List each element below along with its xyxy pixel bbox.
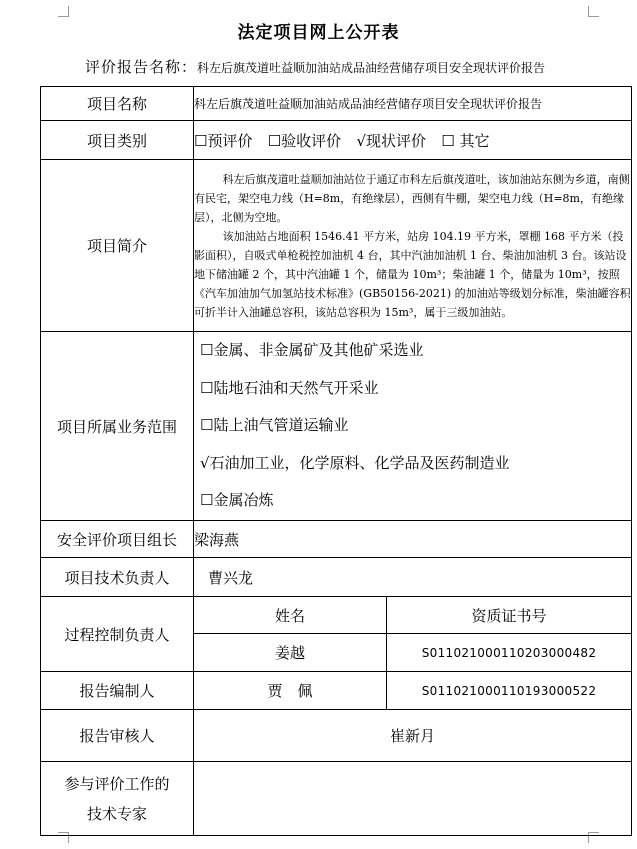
scope-item-metal-smelting[interactable]: ☐金属冶炼 [200,491,274,510]
column-header-name: 姓名 [194,597,387,634]
project-name-value: 科左后旗茂道吐益顺加油站成品油经营储存项目安全现状评价报告 [194,87,632,121]
row-project-type [41,121,632,160]
report-author-name: 贾 佩 [194,672,387,710]
project-name-label: 项目名称 [41,87,194,121]
tech-lead-label: 项目技术负责人 [41,558,194,597]
disclosure-table [40,86,632,836]
row-report-author [41,672,632,710]
corner-mark-top-right [588,6,599,17]
scope-item-pipeline-transport[interactable]: ☐陆上油气管道运输业 [200,416,349,435]
experts-value[interactable] [194,762,632,836]
intro-paragraph: 该加油站占地面积 1546.41 平方米，站房 104.19 平方米，罩棚 168 平方米（投影面积），自吸式单枪税控加油机 4 台，其中汽油加油机 1 台、柴油加油机 3 台。该站设地下储油罐 2 个，其中汽油罐 1 个，储量为 10m³；柴油罐 1 个，储量为 10m³，按照《汽车加油加气加氢站技术标准》(GB50156-2021) 的加油站等级划分标准，柴油罐容积可折半计入油罐总容积，该站总容积为 15m³，属于三级加油站。 [194,229,631,319]
report-name-value: 科左后旗茂道吐益顺加油站成品油经营储存项目安全现状评价报告 [197,61,546,75]
row-project-intro [41,160,632,332]
intro-paragraph: 科左后旗茂道吐益顺加油站位于通辽市科左后旗茂道吐，该加油站东侧为乡道，南侧有民宅，架空电力线（H=8m，有绝缘层），西侧有牛棚，架空电力线（H=8m，有绝缘层），北侧为空地。 [194,172,630,224]
column-header-cert: 资质证书号 [387,597,632,634]
experts-label-line2: 技术专家 [86,804,147,823]
row-project-name [41,87,632,121]
process-control-name: 姜越 [194,634,387,672]
corner-mark-top-left [58,6,69,17]
row-team-leader [41,521,632,558]
report-author-cert: S011021000110193000522 [387,672,632,710]
project-type-label: 项目类别 [41,121,194,160]
project-type-options [194,121,632,160]
report-name-line [85,56,545,77]
process-control-label: 过程控制负责人 [41,597,194,672]
scope-item-mining[interactable]: ☐金属、非金属矿及其他矿采选业 [200,341,424,360]
business-scope-label: 项目所属业务范围 [41,332,194,521]
team-leader-value: 梁海燕 [194,521,632,558]
report-reviewer-label: 报告审核人 [41,710,194,762]
report-reviewer-value: 崔新月 [194,710,632,762]
row-report-reviewer [41,710,632,762]
team-leader-label: 安全评价项目组长 [41,521,194,558]
row-experts [41,762,632,836]
option-other[interactable]: ☐ 其它 [441,131,490,150]
row-business-scope [41,332,632,521]
experts-label-line1: 参与评价工作的 [64,774,170,793]
page-title: 法定项目网上公开表 [237,23,400,43]
row-process-control-header [41,597,632,634]
tech-lead-value: 曹兴龙 [194,558,632,597]
row-tech-lead [41,558,632,597]
option-status-evaluation[interactable]: √现状评价 [356,131,426,150]
process-control-cert: S011021000110203000482 [387,634,632,672]
report-author-label: 报告编制人 [41,672,194,710]
project-intro-label: 项目简介 [41,160,194,332]
report-name-label: 评价报告名称： [85,58,198,76]
scope-item-petroleum-chemical[interactable]: √石油加工业，化学原料、化学品及医药制造业 [200,453,510,472]
scope-item-oil-gas-extraction[interactable]: ☐陆地石油和天然气开采业 [200,378,379,397]
experts-label [41,762,194,836]
option-pre-evaluation[interactable]: ☐预评价 [194,131,253,150]
business-scope-list [194,332,632,521]
project-intro-text [194,160,632,332]
option-acceptance-evaluation[interactable]: ☐验收评价 [267,131,342,150]
